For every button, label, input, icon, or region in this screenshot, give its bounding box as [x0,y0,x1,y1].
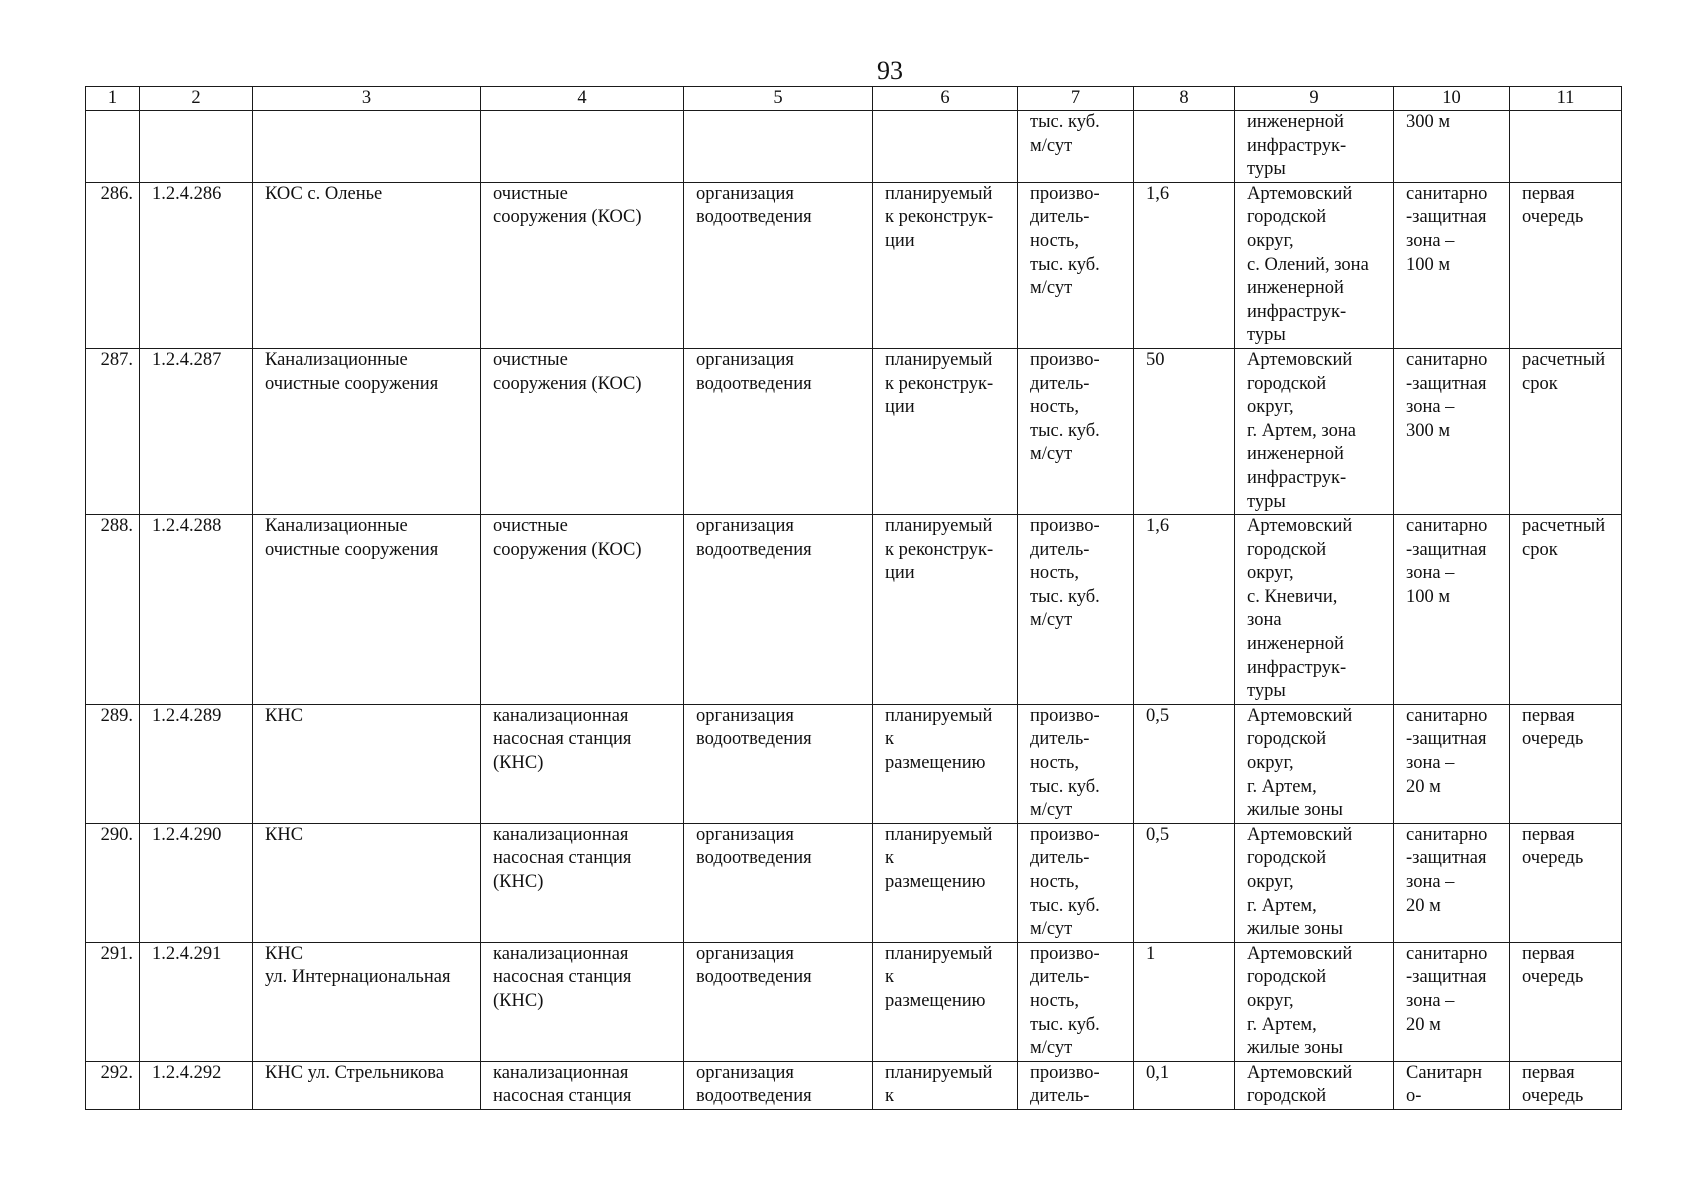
object-stage: расчетный срок [1510,348,1622,514]
object-location: инженерной инфраструк- туры [1235,111,1394,183]
object-zone: санитарно -защитная зона – 20 м [1394,704,1510,823]
table-row [86,182,1622,348]
object-code: 1.2.4.288 [140,515,253,705]
object-type: очистные сооружения (КОС) [481,348,684,514]
object-code: 1.2.4.292 [140,1061,253,1109]
table-row [86,823,1622,942]
object-status: планируемый к размещению [873,942,1018,1061]
object-name: Канализационные очистные сооружения [253,515,481,705]
object-parameter: произво- дитель- ность, тыс. куб. м/сут [1018,515,1134,705]
object-purpose: организация водоотведения [684,1061,873,1109]
object-value: 50 [1134,348,1235,514]
object-type: канализационная насосная станция (КНС) [481,704,684,823]
row-number: 290. [86,823,140,942]
object-code: 1.2.4.291 [140,942,253,1061]
object-location: Артемовский городской округ, с. Кневичи, зона инженерной инфраструк- туры [1235,515,1394,705]
object-value: 1,6 [1134,182,1235,348]
object-type [481,111,684,183]
object-value: 1 [1134,942,1235,1061]
table-row [86,704,1622,823]
object-parameter: тыс. куб. м/сут [1018,111,1134,183]
object-code: 1.2.4.289 [140,704,253,823]
column-header: 11 [1510,87,1622,111]
page-number: 93 [877,56,903,85]
object-parameter: произво- дитель- ность, тыс. куб. м/сут [1018,823,1134,942]
object-name: КНС [253,704,481,823]
object-location: Артемовский городской [1235,1061,1394,1109]
object-name: КНС [253,823,481,942]
object-stage: первая очередь [1510,182,1622,348]
table-row [86,1061,1622,1109]
facilities-table [85,86,1622,1110]
object-stage [1510,111,1622,183]
object-location: Артемовский городской округ, г. Артем, зона инженерной инфраструк- туры [1235,348,1394,514]
row-number [86,111,140,183]
row-number: 287. [86,348,140,514]
object-location: Артемовский городской округ, г. Артем, жилые зоны [1235,942,1394,1061]
column-header: 3 [253,87,481,111]
object-parameter: произво- дитель- ность, тыс. куб. м/сут [1018,182,1134,348]
column-header: 2 [140,87,253,111]
object-purpose: организация водоотведения [684,348,873,514]
column-header: 4 [481,87,684,111]
object-parameter: произво- дитель- ность, тыс. куб. м/сут [1018,348,1134,514]
object-stage: первая очередь [1510,823,1622,942]
object-name: КОС с. Оленье [253,182,481,348]
table-row-continuation [86,111,1622,183]
object-type: канализационная насосная станция (КНС) [481,823,684,942]
column-header: 8 [1134,87,1235,111]
object-type: канализационная насосная станция (КНС) [481,942,684,1061]
row-number: 291. [86,942,140,1061]
object-status: планируемый к размещению [873,823,1018,942]
object-stage: первая очередь [1510,942,1622,1061]
object-value: 1,6 [1134,515,1235,705]
object-stage: первая очередь [1510,1061,1622,1109]
object-status: планируемый к [873,1061,1018,1109]
object-location: Артемовский городской округ, с. Олений, зона инженерной инфраструк- туры [1235,182,1394,348]
row-number: 286. [86,182,140,348]
object-stage: расчетный срок [1510,515,1622,705]
table-row [86,515,1622,705]
row-number: 292. [86,1061,140,1109]
object-zone: санитарно -защитная зона – 20 м [1394,942,1510,1061]
object-code: 1.2.4.286 [140,182,253,348]
object-name: КНС ул. Интернациональная [253,942,481,1061]
object-stage: первая очередь [1510,704,1622,823]
column-number-row [86,87,1622,111]
object-name [253,111,481,183]
object-parameter: произво- дитель- ность, тыс. куб. м/сут [1018,704,1134,823]
row-number: 288. [86,515,140,705]
object-parameter: произво- дитель- [1018,1061,1134,1109]
object-status [873,111,1018,183]
table-row [86,348,1622,514]
object-purpose [684,111,873,183]
object-zone: санитарно -защитная зона – 300 м [1394,348,1510,514]
object-purpose: организация водоотведения [684,823,873,942]
object-status: планируемый к размещению [873,704,1018,823]
object-value: 0,5 [1134,823,1235,942]
object-code: 1.2.4.290 [140,823,253,942]
column-header: 1 [86,87,140,111]
object-purpose: организация водоотведения [684,515,873,705]
object-zone: санитарно -защитная зона – 100 м [1394,515,1510,705]
object-purpose: организация водоотведения [684,182,873,348]
object-status: планируемый к реконструк- ции [873,515,1018,705]
object-location: Артемовский городской округ, г. Артем, жилые зоны [1235,823,1394,942]
object-location: Артемовский городской округ, г. Артем, жилые зоны [1235,704,1394,823]
table-row [86,942,1622,1061]
row-number: 289. [86,704,140,823]
object-zone: санитарно -защитная зона – 100 м [1394,182,1510,348]
column-header: 5 [684,87,873,111]
object-code: 1.2.4.287 [140,348,253,514]
object-parameter: произво- дитель- ность, тыс. куб. м/сут [1018,942,1134,1061]
object-purpose: организация водоотведения [684,942,873,1061]
object-zone: санитарно -защитная зона – 20 м [1394,823,1510,942]
object-name: КНС ул. Стрельникова [253,1061,481,1109]
object-value [1134,111,1235,183]
object-type: канализационная насосная станция [481,1061,684,1109]
object-purpose: организация водоотведения [684,704,873,823]
object-code [140,111,253,183]
object-type: очистные сооружения (КОС) [481,515,684,705]
object-value: 0,5 [1134,704,1235,823]
object-value: 0,1 [1134,1061,1235,1109]
column-header: 9 [1235,87,1394,111]
column-header: 6 [873,87,1018,111]
column-header: 7 [1018,87,1134,111]
object-name: Канализационные очистные сооружения [253,348,481,514]
column-header: 10 [1394,87,1510,111]
object-status: планируемый к реконструк- ции [873,348,1018,514]
object-type: очистные сооружения (КОС) [481,182,684,348]
object-zone: 300 м [1394,111,1510,183]
object-status: планируемый к реконструк- ции [873,182,1018,348]
object-zone: Санитарн о- [1394,1061,1510,1109]
